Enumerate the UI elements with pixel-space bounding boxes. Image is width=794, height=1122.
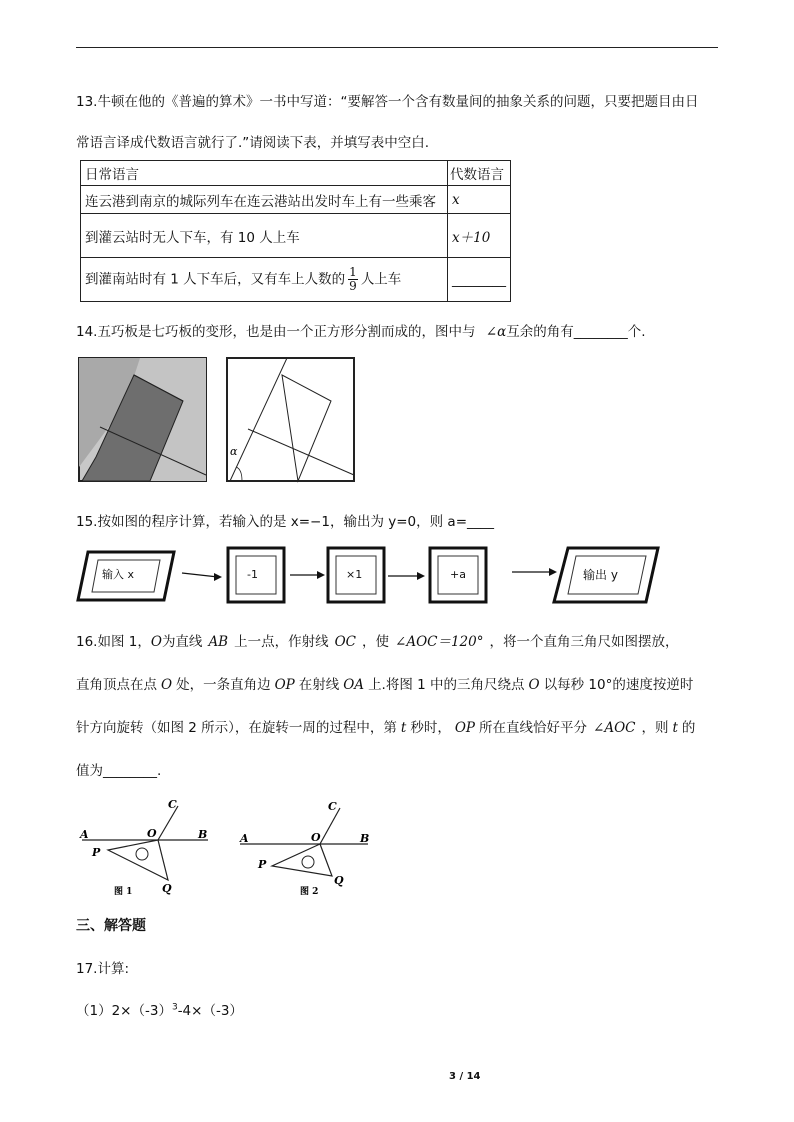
row3-text-a: 到灌南站时有 1 人下车后，又有车上人数的 bbox=[85, 271, 346, 288]
figure-2 bbox=[236, 792, 386, 902]
q16-l1-d: ，使 bbox=[362, 634, 390, 650]
q13-line2: 常语言译成代数语言就行了.”请阅读下表，并填写表中空白. bbox=[76, 135, 430, 151]
fig1-label-P: P bbox=[92, 846, 101, 859]
fig1-label-Q: Q bbox=[162, 882, 172, 895]
fig2-label-C: C bbox=[328, 800, 337, 813]
q14-text-a: 14.五巧板是七巧板的变形，也是由一个正方形分割而成的，图中与 bbox=[76, 324, 476, 340]
q16-l3-t2: t bbox=[672, 720, 678, 736]
q16-l3-a: 针方向旋转（如图 2 所示），在旋转一周的过程中，第 bbox=[76, 720, 397, 736]
q16-l1-e: ，将一个直角三角尺如图摆放， bbox=[489, 634, 679, 650]
q16-l1-O: O bbox=[150, 634, 162, 650]
q14-text-c: 个. bbox=[627, 324, 646, 340]
flow-step2-label: ×1 bbox=[346, 568, 363, 581]
table-row1-left: 连云港到南京的城际列车在连云港站出发时车上有一些乘客 bbox=[81, 186, 448, 214]
fraction-numerator: 1 bbox=[349, 265, 357, 279]
q16-l3-e: 的 bbox=[681, 720, 696, 736]
q16-l1-AB: AB bbox=[208, 634, 229, 650]
q16-l4-b: . bbox=[157, 763, 162, 779]
table-header-left: 日常语言 bbox=[81, 161, 448, 186]
q16-l3-OP: OP bbox=[454, 720, 476, 736]
q16-l2-OA: OA bbox=[343, 677, 365, 693]
fig2-caption: 图 2 bbox=[300, 887, 319, 897]
row3-text-b: 人上车 bbox=[360, 271, 402, 288]
q16-l1-b: 为直线 bbox=[161, 634, 203, 650]
alpha-label: α bbox=[230, 445, 238, 458]
q16-line3 bbox=[76, 716, 695, 736]
fig1-label-B: B bbox=[198, 828, 208, 841]
q16-line2 bbox=[76, 673, 693, 693]
q16-l1-a: 16.如图 1， bbox=[76, 634, 151, 650]
tangram-figure-shaded bbox=[78, 357, 208, 483]
q16-l4-a: 值为 bbox=[76, 763, 103, 779]
table-header-right: 代数语言 bbox=[448, 161, 511, 186]
q16-l3-angle: ∠AOC bbox=[593, 720, 636, 736]
q16-l3-c: 所在直线恰好平分 bbox=[479, 720, 588, 736]
fig1-label-A: A bbox=[80, 828, 89, 841]
fraction-denominator: 9 bbox=[349, 279, 357, 293]
fig2-label-O: O bbox=[311, 831, 321, 844]
table-row3-left bbox=[81, 258, 448, 302]
header-rule bbox=[76, 47, 718, 48]
q14-answer-blank[interactable]: ________ bbox=[573, 324, 628, 340]
q16-l2-O2: O bbox=[528, 677, 540, 693]
q16-l2-OP: OP bbox=[274, 677, 295, 693]
q16-l3-t: t bbox=[400, 720, 407, 736]
flow-output-label: 输出 y bbox=[583, 568, 618, 582]
fig1-label-O: O bbox=[147, 827, 157, 840]
figure-1 bbox=[74, 792, 224, 902]
fig2-label-Q: Q bbox=[334, 874, 344, 887]
q14-text-b: 互余的角有 bbox=[506, 324, 574, 340]
q16-l2-e: 以每秒 10°的速度按逆时 bbox=[543, 677, 694, 693]
fig1-label-C: C bbox=[168, 798, 177, 811]
flowchart bbox=[76, 540, 666, 608]
q17-part1-b: -4×（-3） bbox=[177, 1003, 243, 1019]
q15-text-main: 15.按如图的程序计算，若输入的是 x=−1，输出为 y=0，则 a= bbox=[76, 514, 468, 530]
q16-l2-d: 上.将图 1 中的三角尺绕点 bbox=[368, 677, 525, 693]
q13-table bbox=[80, 160, 511, 302]
q16-l1-angle: ∠AOC＝120° bbox=[395, 634, 484, 650]
section-heading: 三、解答题 bbox=[76, 918, 146, 934]
q17-part1 bbox=[76, 999, 243, 1019]
flow-input-label: 输入 x bbox=[102, 568, 135, 581]
q16-l2-b: 处，一条直角边 bbox=[176, 677, 271, 693]
q16-line4 bbox=[76, 759, 161, 779]
q14-angle: ∠α bbox=[485, 324, 507, 340]
fraction bbox=[348, 266, 358, 293]
q16-l1-OC: OC bbox=[334, 634, 357, 650]
tangram-figure-outline bbox=[226, 357, 356, 483]
fig2-label-P: P bbox=[258, 858, 267, 871]
q17-part1-a: （1）2×（-3） bbox=[76, 1003, 172, 1019]
page-number: 3 / 14 bbox=[449, 1071, 481, 1082]
q16-answer-blank[interactable]: ________ bbox=[103, 763, 157, 779]
q15-answer-blank[interactable]: ____ bbox=[467, 514, 495, 530]
q13-line1: 13.牛顿在他的《普遍的算术》一书中写道：“要解答一个含有数量间的抽象关系的问题，只要把题目由日 bbox=[76, 94, 699, 110]
q16-l2-O: O bbox=[161, 677, 173, 693]
fig2-label-B: B bbox=[360, 832, 370, 845]
flow-step3-label: +a bbox=[450, 568, 466, 581]
table-row3-answer-blank[interactable]: ________ bbox=[448, 258, 511, 302]
q16-l2-c: 在射线 bbox=[298, 677, 340, 693]
q16-line1 bbox=[76, 630, 679, 650]
table-row2-right: x＋10 bbox=[448, 214, 511, 258]
flow-step1-label: -1 bbox=[247, 568, 258, 581]
q16-l3-d: ，则 bbox=[641, 720, 669, 736]
q16-l3-b: 秒时， bbox=[410, 720, 451, 736]
q16-l2-a: 直角顶点在点 bbox=[76, 677, 157, 693]
q17-part1-exponent: 3 bbox=[171, 1002, 178, 1013]
q16-l1-c: 上一点，作射线 bbox=[234, 634, 329, 650]
table-row1-right: x bbox=[448, 186, 511, 214]
fig1-caption: 图 1 bbox=[114, 887, 133, 897]
q14-text bbox=[76, 320, 646, 340]
q15-text bbox=[76, 510, 494, 530]
fig2-label-A: A bbox=[240, 832, 249, 845]
q17-title: 17.计算: bbox=[76, 961, 130, 977]
table-row2-left: 到灌云站时无人下车，有 10 人上车 bbox=[81, 214, 448, 258]
